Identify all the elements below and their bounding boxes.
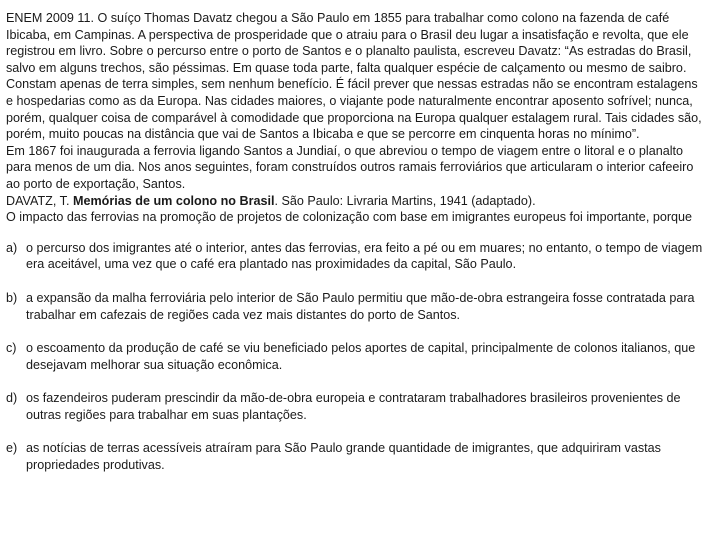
option-text: a expansão da malha ferroviária pelo interior de São Paulo permitiu que mão-de-obra estrangeira fosse contratada para trabalhar em cafezais de regiões cada vez mais distantes do porto de Santos.	[26, 290, 695, 322]
citation	[6, 193, 704, 210]
option-d[interactable]	[6, 390, 704, 423]
question-context: Em 1867 foi inaugurada a ferrovia ligando Santos a Jundiaí, o que abreviou o tempo de viagem entre o litoral e o planalto para menos de um dia. Nos anos seguintes, foram construídos outros ramais ferroviários que articularam o interior cafeeiro ao porto de exportação, Santos.	[6, 143, 694, 191]
option-text: o percurso dos imigrantes até o interior, antes das ferrovias, era feito a pé ou em muares; no entanto, o tempo de viagem era aceitável, uma vez que o café era plantado nas proximidades da capital, São Paulo.	[26, 240, 703, 272]
option-letter: e)	[6, 441, 18, 456]
option-letter: b)	[6, 290, 18, 305]
citation-title: Memórias de um colono no Brasil	[72, 193, 275, 208]
option-a[interactable]	[6, 240, 704, 273]
question-prompt: O impacto das ferrovias na promoção de projetos de colonização com base em imigrantes europeus foi importante, porque	[6, 210, 693, 225]
option-letter: c)	[6, 341, 17, 356]
answer-options	[6, 240, 704, 474]
question-intro: ENEM 2009 11. O suíço Thomas Davatz chegou a São Paulo em 1855 para trabalhar como colono na fazenda de café Ibicaba, em Campinas. A perspectiva de prosperidade que o atraiu para o Brasil deu lugar a insatisfação e revolta, que ele registrou em livro. Sobre o percurso entre o porto de Santos e o planalto paulista, escreveu Davatz: “As estradas do Brasil, salvo em alguns trechos, são péssimas. Em quase toda parte, falta qualquer espécie de calçamento ou mesmo de saibro. Constam apenas de terra simples, sem nenhum benefício. É fácil prever que nessas estradas não se encontram estalagens e hospedarias como as da Europa. Nas cidades maiores, o viajante pode naturalmente encontrar aposento sofrível; nunca, porém, qualquer coisa de comparável à comodidade que proporciona na Europa qualquer estalagem rural. Tais cidades são, porém, muito poucas na distância que vai de Santos a Ibicaba e que se percorre em cinquenta horas no mínimo”.	[6, 11, 702, 142]
option-c[interactable]	[6, 340, 704, 373]
citation-rest: . São Paulo: Livraria Martins, 1941 (adaptado).	[274, 193, 536, 208]
option-letter: a)	[6, 240, 18, 255]
option-text: o escoamento da produção de café se viu beneficiado pelos aportes de capital, principalmente de colonos italianos, que desejavam melhorar sua situação econômica.	[26, 341, 696, 372]
option-e[interactable]	[6, 440, 704, 473]
citation-author: DAVATZ, T.	[6, 193, 73, 208]
option-letter: d)	[6, 391, 18, 406]
option-b[interactable]	[6, 290, 704, 323]
option-text: os fazendeiros puderam prescindir da mão-de-obra europeia e contrataram trabalhadores brasileiros provenientes de outras regiões para trabalhar em suas plantações.	[26, 391, 681, 422]
option-text: as notícias de terras acessíveis atraíram para São Paulo grande quantidade de imigrantes, que adquiriram vastas propriedades produtivas.	[26, 441, 661, 473]
